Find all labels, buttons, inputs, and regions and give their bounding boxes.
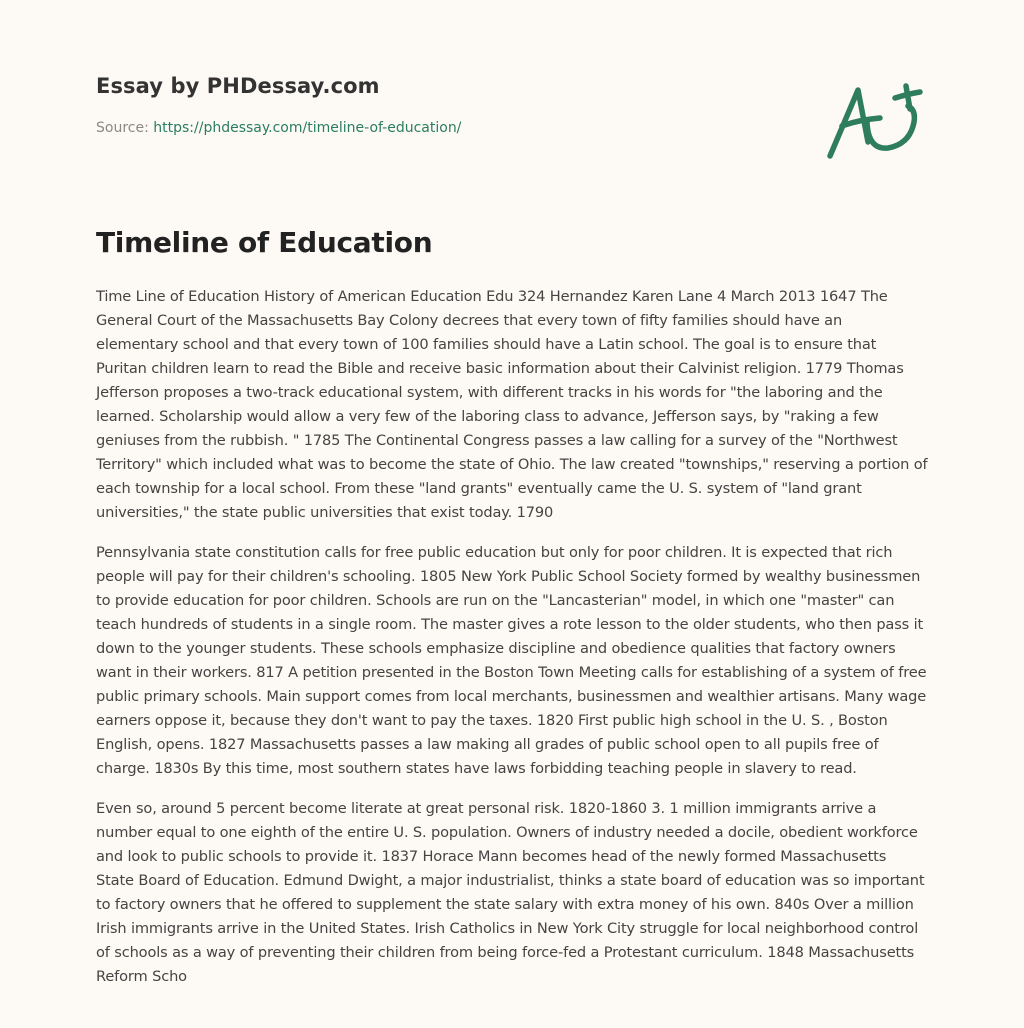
article-paragraph: Even so, around 5 percent become literate at great personal risk. 1820-1860 3. 1 million immigrants arrive a number equal to one eighth of the entire U. S. population. Owners of industry needed a docile, obedient workforce and look to public schools to provide it. 1837 Horace Mann becomes head of the newly formed Massachusetts State Board of Education. Edmund Dwight, a major industrialist, thinks a state board of education was so important to factory owners that he offered to supplement the state salary with extra money of his own. 840s Over a million Irish immigrants arrive in the United States. Irish Catholics in New York City struggle for local neighborhood control of schools as a way of preventing their children from being force-fed a Protestant curriculum. 1848 Massachusetts Reform Scho [96,800,925,985]
article-paragraph: Time Line of Education History of American Education Edu 324 Hernandez Karen Lane 4 March 2013 1647 The General Court of the Massachusetts Bay Colony decrees that every town of fifty families should have an elementary school and that every town of 100 families should have a Latin school. The goal is to ensure that Puritan children learn to read the Bible and receive basic information about their Calvinist religion. 1779 Thomas Jefferson proposes a two-track educational system, with different tracks in his words for "the laboring and the learned. Scholarship would allow a very few of the laboring class to advance, Jefferson says, by "raking a few geniuses from the rubbish. " 1785 The Continental Congress passes a law calling for a survey of the "Northwest Territory" which included what was to become the state of Ohio. The law created "townships," reserving a portion of each township for a local school. From these "land grants" eventually came the U. S. system of "land grant universities," the state public universities that exist today. 1790 [96,288,928,521]
article-paragraph: Pennsylvania state constitution calls for free public education but only for poor children. It is expected that rich people will pay for their children's schooling. 1805 New York Public School Society formed by wealthy businessmen to provide education for poor children. Schools are run on the "Lancasterian" model, in which one "master" can teach hundreds of students in a single room. The master gives a rote lesson to the older students, who then pass it down to the younger students. These schools emphasize discipline and obedience qualities that factory owners want in their workers. 817 A petition presented in the Boston Town Meeting calls for establishing of a system of free public primary schools. Main support comes from local merchants, businessmen and wealthier artisans. Many wage earners oppose it, because they don't want to pay the taxes. 1820 First public high school in the U. S. , Boston English, opens. 1827 Massachusetts passes a law making all grades of public school open to all pupils free of charge. 1830s By this time, most southern states have laws forbidding teaching people in slavery to read. [96,544,927,777]
source-link[interactable]: https://phdessay.com/timeline-of-education/ [153,120,462,136]
article-body [96,285,928,1005]
a-plus-grade-icon [820,64,930,164]
source-line [96,120,796,136]
page-title: Timeline of Education [96,226,433,259]
site-title: Essay by PHDessay.com [96,74,380,98]
site-header [96,74,796,136]
source-label: Source: [96,120,149,136]
